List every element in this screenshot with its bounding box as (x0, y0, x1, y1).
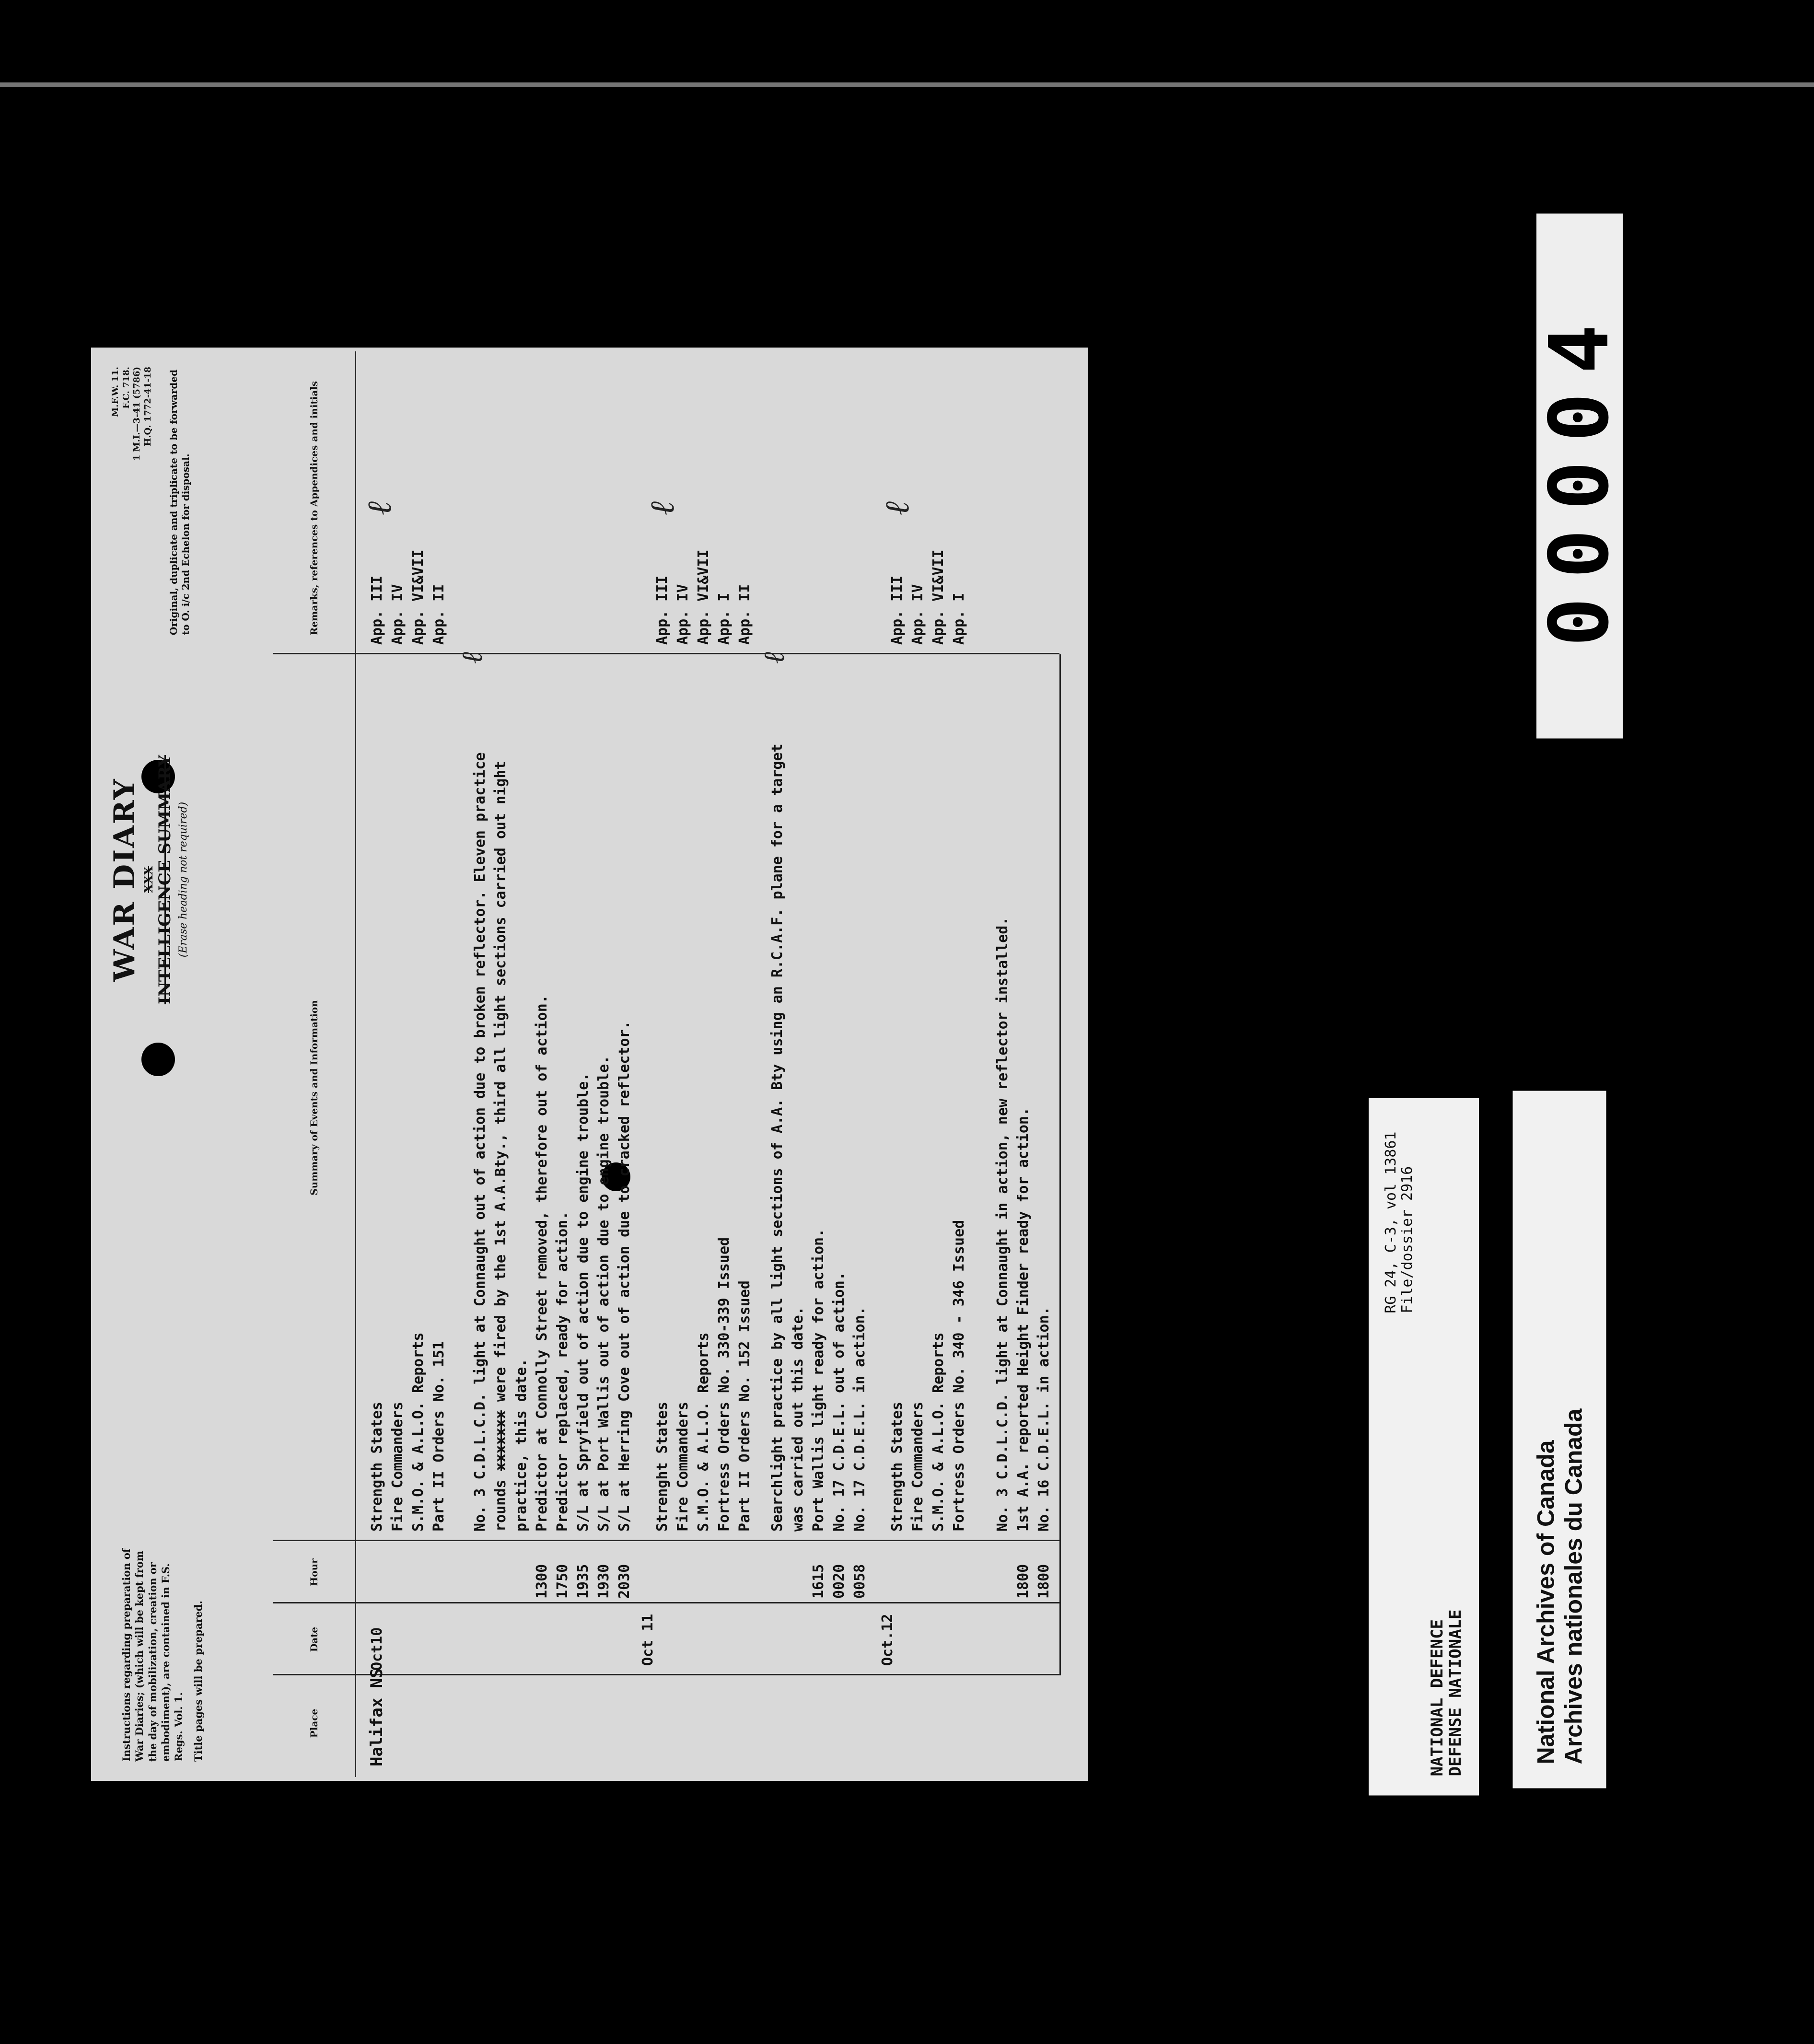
column-header-summary: Summary of Events and Information (308, 1000, 320, 1196)
appendix-ref: App. I (716, 592, 733, 645)
form-reference-block (110, 367, 192, 635)
report-line: S.M.O. & A.L.O. Reports (695, 1332, 712, 1532)
event-line: No. 16 C.D.E.L. in action. (1035, 1306, 1052, 1532)
date-cell: Oct.12 (879, 1614, 896, 1666)
instructions-text: Instructions regarding preparation of War Diaries; (which will be kept from the day of mobilization, creation or embodiment), are contained in F.S. Regs. Vol. 1. (120, 1548, 185, 1762)
initials-mark: ℓ (642, 501, 682, 515)
narrative-block (470, 752, 532, 1532)
archives-label (1512, 1091, 1606, 1788)
frame-number: 00004 (1532, 305, 1627, 647)
hour-list (1013, 1564, 1054, 1599)
archive-reference-line: RG 24, C-3, vol 13861 (1383, 1131, 1399, 1313)
initials-mark: ℓ (455, 652, 489, 664)
page-title-block (108, 717, 189, 1043)
archives-name-fr: Archives nationales du Canada (1559, 1408, 1587, 1764)
punch-hole (141, 1043, 175, 1076)
hour-cell: 1615 (810, 1564, 827, 1599)
hour-cell: 1930 (595, 1564, 612, 1599)
report-list (652, 1237, 755, 1532)
narrative-line: practice, this date. (513, 1358, 530, 1532)
archives-label-frame (1512, 1091, 1606, 1788)
struck-word: xxxxxxx (492, 1410, 509, 1471)
hour-cell: 1800 (1035, 1564, 1052, 1599)
event-line: Predictor replaced, ready for action. (554, 1211, 571, 1532)
report-line: Fortress Orders No. 340 - 346 Issued (951, 1219, 967, 1532)
appendix-ref: App. II (430, 584, 447, 645)
hour-cell: 1300 (534, 1564, 550, 1599)
date-cell: Oct10 (369, 1627, 385, 1671)
hour-cell: 0058 (851, 1564, 868, 1599)
war-diary-sheet-frame (91, 348, 1088, 1781)
column-header-remarks: Remarks, references to Appendices and initials (308, 381, 320, 636)
film-edge-line (0, 82, 1814, 87)
report-line: Part II Orders No. 152 Issued (736, 1280, 753, 1532)
frame-number-strip (1532, 213, 1627, 738)
hour-cell: 1750 (554, 1564, 571, 1599)
report-line: Strength States (889, 1402, 906, 1532)
appendix-ref: App. IV (909, 584, 926, 645)
page-title: WAR DIARY (108, 778, 141, 982)
initials-mark: ℓ (877, 501, 917, 515)
form-ref-line: H.Q. 1772-41-18 (142, 367, 153, 446)
war-diary-sheet (91, 348, 1088, 1781)
narrative-line (490, 752, 511, 1532)
appendix-list (887, 549, 969, 645)
hour-cell: 1800 (1015, 1564, 1032, 1599)
report-line: S.M.O. & A.L.O. Reports (930, 1332, 947, 1532)
frame-number-frame (1532, 213, 1627, 738)
narrative-fragment: rounds (492, 1471, 509, 1532)
appendix-ref: App. VI&VII (930, 549, 947, 645)
event-line: No. 17 C.D.E.L. in action. (851, 1306, 868, 1532)
form-ref-line: 1 M.I.—3-41 (5786) (132, 367, 142, 461)
struck-subtitle: INTELLIGENCE SUMMARY (155, 755, 174, 1005)
narrative-fragment: were fired by the 1st A.A.Bty., third all light sections carried out night (492, 761, 509, 1411)
report-line: Fortress Orders No. 330-339 Issued (716, 1237, 733, 1532)
timed-events (1013, 1107, 1054, 1532)
column-rule (273, 1602, 1059, 1603)
narrative-line: was carried out this date. (790, 1306, 806, 1532)
struck-title-word: XXX (141, 866, 155, 893)
event-line: S/L at Herring Cove out of action due to cracked reflector. (616, 1021, 633, 1532)
department-name-en: NATIONAL DEFENCE (1428, 1619, 1447, 1776)
column-header-hour: Hour (308, 1558, 320, 1586)
timed-events (808, 1229, 870, 1532)
report-list (367, 1333, 449, 1532)
column-rule (273, 1674, 1059, 1675)
event-line: Predictor at Connolly Street removed, therefore out of action. (534, 995, 550, 1532)
report-line: S.M.O. & A.L.O. Reports (410, 1332, 427, 1532)
appendix-ref: App. IV (389, 584, 406, 645)
column-rule (273, 1540, 1059, 1541)
appendix-ref: App. VI&VII (410, 549, 427, 645)
narrative-line: No. 3 C.D.L.C.D. light at Connaught in action, new reflector installed. (994, 917, 1011, 1532)
archives-name-en: National Archives of Canada (1532, 1440, 1559, 1764)
column-header-date: Date (308, 1626, 320, 1652)
narrative-line: No. 3 C.D.L.C.D. light at Connaught out of action due to broken reflector. Eleven practice (472, 752, 488, 1532)
event-line: S/L at Spryfield out of action due to engine trouble. (575, 1072, 592, 1532)
department-name (1428, 1609, 1465, 1776)
report-line: Fire Commanders (674, 1402, 691, 1532)
erase-heading-note: (Erase heading not required) (177, 801, 189, 958)
appendix-ref: App. III (654, 575, 671, 645)
archive-reference-line: File/dossier 2916 (1399, 1166, 1416, 1313)
archive-reference (1383, 1131, 1416, 1313)
header-rule (355, 351, 356, 1777)
bottom-rule (1059, 654, 1061, 1675)
report-line: Part II Orders No. 151 (430, 1341, 447, 1532)
form-ref-line: F.C. 718. (121, 367, 131, 409)
appendix-ref: App. IV (674, 584, 691, 645)
report-line: Fire Commanders (909, 1402, 926, 1532)
event-line: 1st A.A. reported Height Finder ready for action. (1015, 1107, 1032, 1532)
column-rule (273, 653, 1059, 654)
report-line: Strenght States (654, 1402, 671, 1532)
appendix-list (652, 549, 755, 645)
narrative-block (767, 743, 808, 1532)
appendix-list (367, 549, 449, 645)
department-label-frame (1369, 1098, 1479, 1795)
appendix-ref: App. III (889, 575, 906, 645)
hour-cell: 1935 (575, 1564, 592, 1599)
hour-cell: 2030 (616, 1564, 633, 1599)
place-cell: Halifax NS (367, 1668, 386, 1766)
report-line: Strength States (369, 1402, 385, 1532)
narrative-line: Searchlight practice by all light sections of A.A. Bty using an R.C.A.F. plane for a target (769, 743, 786, 1532)
hour-list (808, 1564, 870, 1599)
title-pages-note: Title pages will be prepared. (192, 1601, 205, 1762)
initials-mark: ℓ (360, 501, 399, 515)
report-list (887, 1220, 969, 1532)
disposal-note: Original, duplicate and triplicate to be forwarded to O. i/c 2nd Echelon for disposal. (168, 369, 191, 635)
appendix-ref: App. II (736, 584, 753, 645)
hour-cell: 0020 (831, 1564, 848, 1599)
hour-list (532, 1564, 635, 1599)
department-name-fr: DEFENSE NATIONALE (1446, 1609, 1465, 1776)
event-line: Port Wallis light ready for action. (810, 1228, 827, 1532)
form-ref-line: M.F.W. 11. (110, 367, 120, 417)
instructions-note (120, 1536, 205, 1762)
date-cell: Oct 11 (640, 1614, 656, 1666)
appendix-ref: App. VI&VII (695, 549, 712, 645)
timed-events (532, 995, 635, 1532)
column-header-place: Place (308, 1708, 320, 1738)
appendix-ref: App. III (369, 575, 385, 645)
appendix-ref: App. I (951, 592, 967, 645)
event-line: No. 17 C.D.E.L. out of action. (831, 1272, 848, 1532)
report-line: Fire Commanders (389, 1402, 406, 1532)
initials-mark: ℓ (757, 652, 791, 664)
department-label (1369, 1098, 1479, 1795)
event-line: S/L at Port Wallis out of action due to engine trouble. (595, 1055, 612, 1532)
